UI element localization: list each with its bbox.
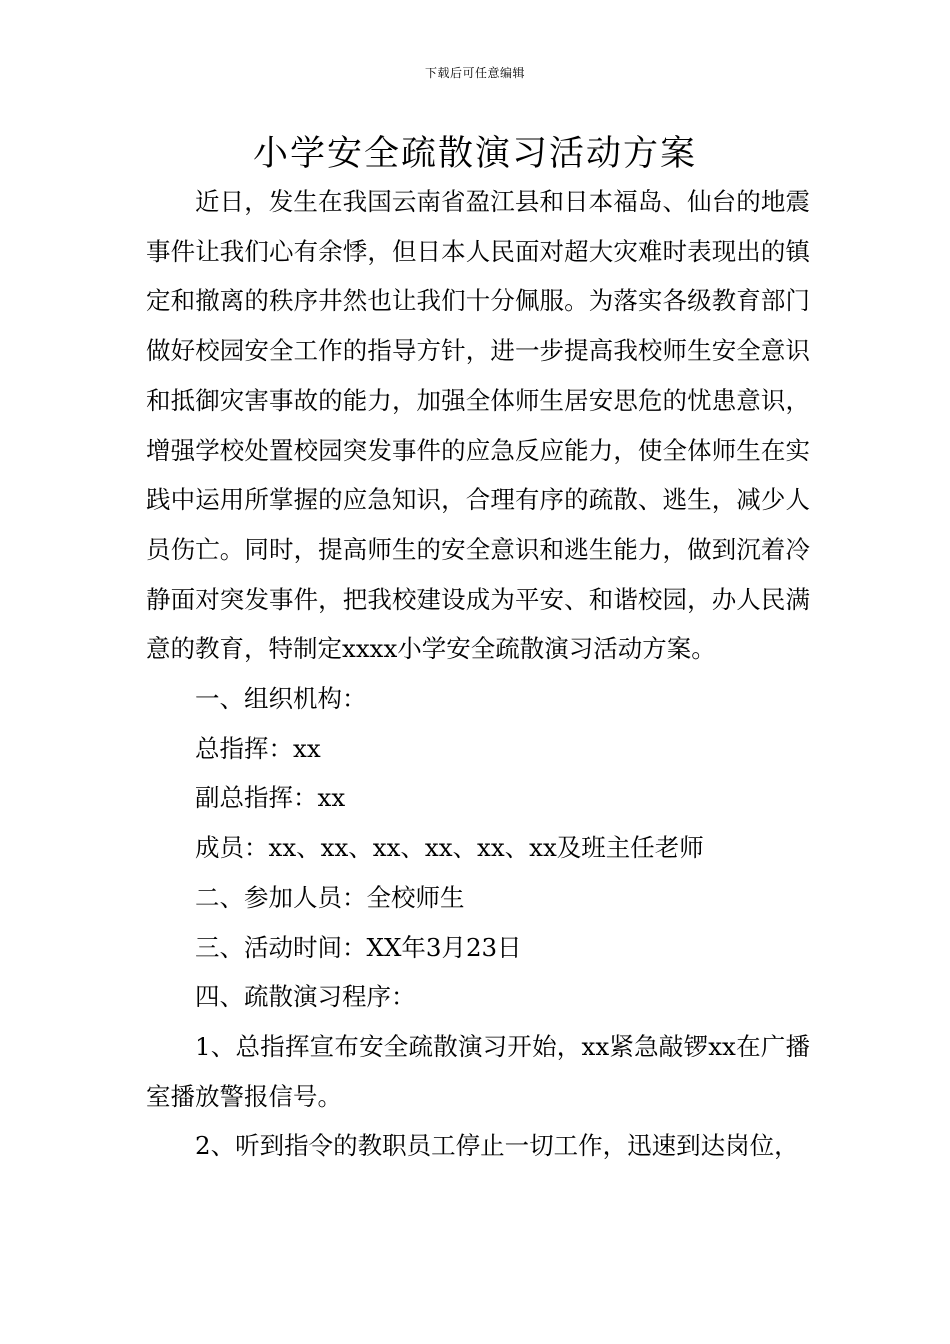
commander-line: 总指挥：xx <box>195 733 321 763</box>
procedure-step-1: 1、总指挥宣布安全疏散演习开始，xx紧急敲锣xx在广播室播放警报信号。 <box>146 1031 810 1111</box>
section-heading-organization: 一、组织机构： <box>195 684 367 714</box>
section-heading-procedure: 四、疏散演习程序： <box>195 982 416 1012</box>
intro-paragraph: 近日，发生在我国云南省盈江县和日本福岛、仙台的地震事件让我们心有余悸，但日本人民面对超大灾难时表现出的镇定和撤离的秩序井然也让我们十分佩服。为落实各级教育部门做好校园安全工作的指导方针，进一步提高我校师生安全意识和抵御灾害事故的能力，加强全体师生居安思危的忧患意识，增强学校处置校园突发事件的应急反应能力，使全体师生在实践中运用所掌握的应急知识，合理有序的疏散、逃生，减少人员伤亡。同时，提高师生的安全意识和逃生能力，做到沉着冷静面对突发事件，把我校建设成为平安、和谐校园，办人民满意的教育，特制定xxxx小学安全疏散演习活动方案。 <box>146 187 810 664</box>
deputy-commander-line: 副总指挥：xx <box>195 783 346 813</box>
document-title: 小学安全疏散演习活动方案 <box>252 134 697 174</box>
section-heading-time: 三、活动时间：XX年3月23日 <box>195 932 522 962</box>
section-heading-participants: 二、参加人员：全校师生 <box>195 882 465 912</box>
header-note: 下载后可任意编辑 <box>424 66 525 80</box>
document-body <box>146 177 810 1171</box>
members-line: 成员：xx、xx、xx、xx、xx、xx及班主任老师 <box>195 833 704 863</box>
procedure-step-2: 2、听到指令的教职员工停止一切工作，迅速到达岗位， <box>195 1131 799 1161</box>
